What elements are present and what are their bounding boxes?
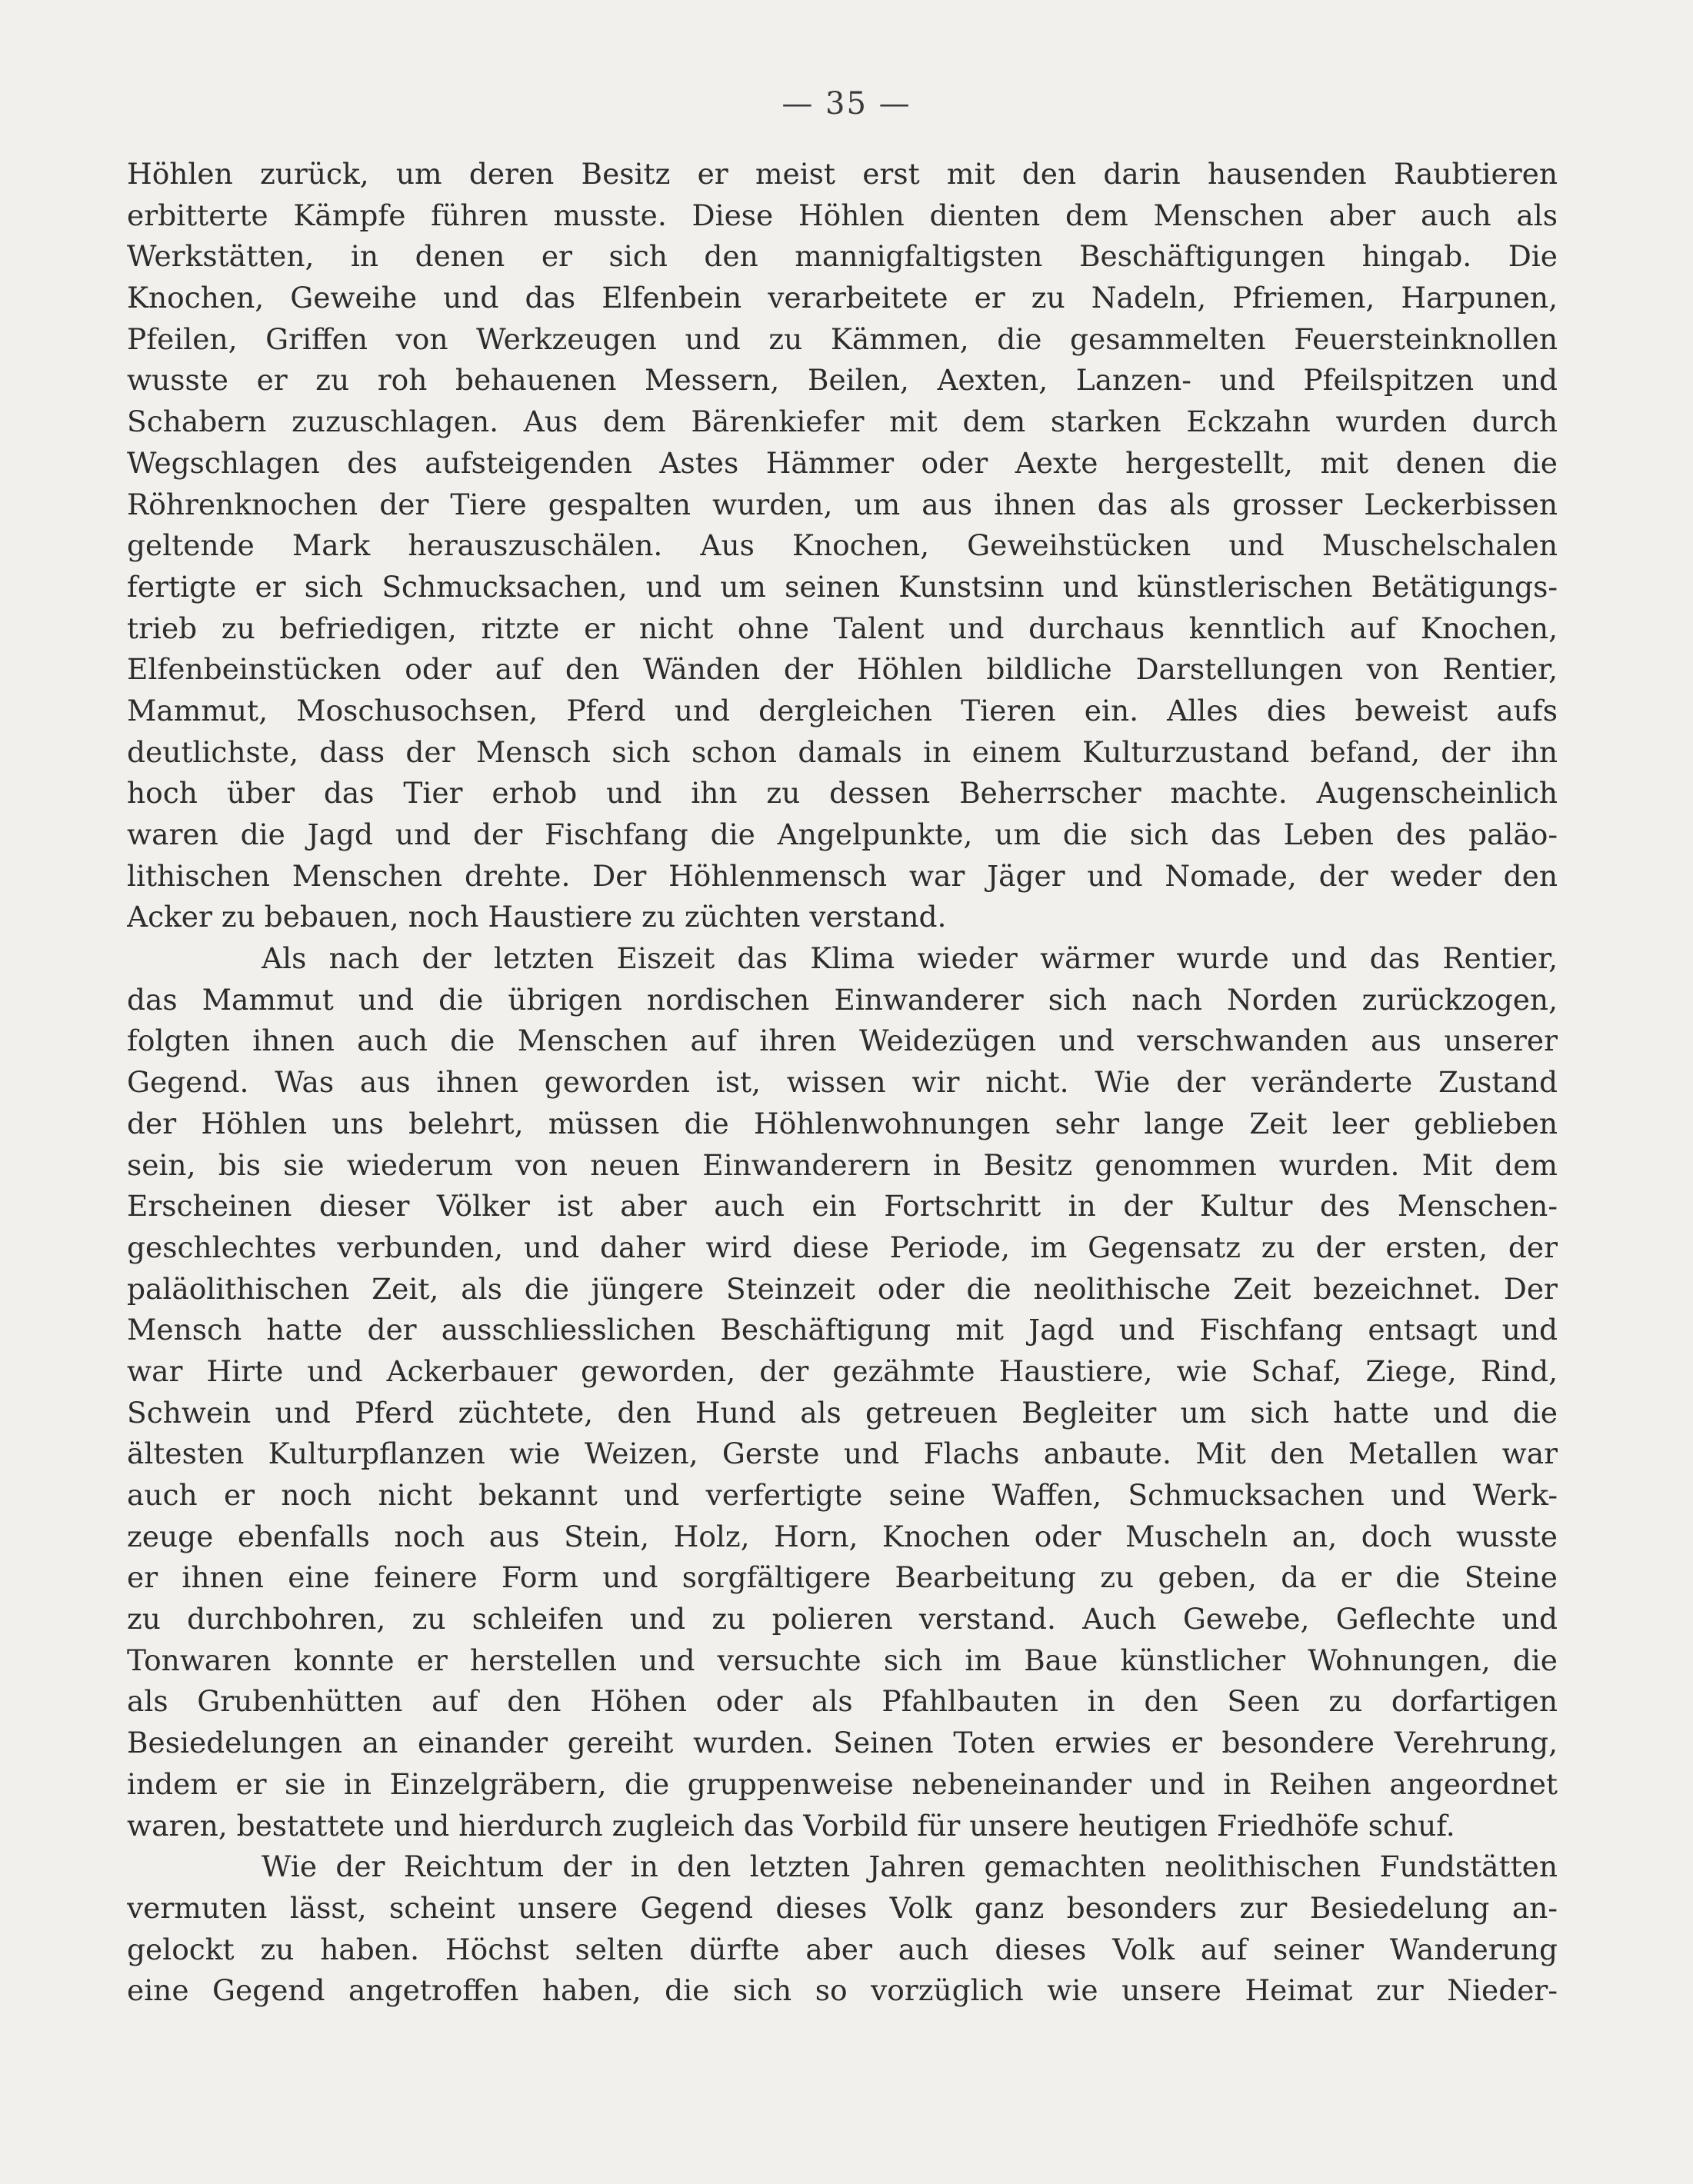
text-line: lithischen Menschen drehte. Der Höhlenmensch war Jäger und Nomade, der weder den (127, 858, 1558, 893)
text-line: Acker zu bebauen, noch Haustiere zu züchten verstand. (127, 900, 947, 934)
text-line: Als nach der letzten Eiszeit das Klima wieder wärmer wurde und das Rentier, (262, 941, 1558, 976)
text-line: waren, bestattete und hierdurch zugleich das Vorbild für unsere heutigen Friedhöfe schuf. (127, 1808, 1455, 1843)
text-line: Gegend. Was aus ihnen geworden ist, wissen wir nicht. Wie der veränderte Zustand (127, 1065, 1558, 1100)
text-line: Knochen, Geweihe und das Elfenbein verarbeitete er zu Nadeln, Pfriemen, Harpunen, (127, 281, 1558, 315)
text-line: als Grubenhütten auf den Höhen oder als Pfahlbauten in den Seen zu dorfartigen (127, 1684, 1558, 1719)
text-line: gelockt zu haben. Höchst selten dürfte aber auch dieses Volk auf seiner Wanderung (127, 1932, 1558, 1966)
text-line: deutlichste, dass der Mensch sich schon damals in einem Kulturzustand befand, der ihn (127, 734, 1558, 769)
text-line: Pfeilen, Griffen von Werkzeugen und zu Kämmen, die gesammelten Feuersteinknollen (127, 321, 1558, 356)
text-line: zu durchbohren, zu schleifen und zu polieren verstand. Auch Gewebe, Geflechte und (127, 1602, 1558, 1636)
text-line: Besiedelungen an einander gereiht wurden. Seinen Toten erwies er besondere Verehrung, (127, 1726, 1558, 1760)
text-line: auch er noch nicht bekannt und verfertigte seine Waffen, Schmucksachen und Werk- (127, 1478, 1558, 1512)
text-line: trieb zu befriedigen, ritzte er nicht ohne Talent und durchaus kenntlich auf Knochen, (127, 611, 1558, 645)
text-line: paläolithischen Zeit, als die jüngere Steinzeit oder die neolithische Zeit bezeichnet. Der (127, 1271, 1558, 1306)
text-line: Röhrenknochen der Tiere gespalten wurden, um aus ihnen das als grosser Leckerbissen (127, 487, 1558, 521)
text-line: ältesten Kulturpflanzen wie Weizen, Gerste und Flachs anbaute. Mit den Metallen war (127, 1437, 1558, 1471)
text-line: Mensch hatte der ausschliesslichen Beschäftigung mit Jagd und Fischfang entsagt und (127, 1313, 1558, 1347)
text-line: Werkstätten, in denen er sich den mannigfaltigsten Beschäftigungen hingab. Die (127, 239, 1558, 274)
body-text (127, 154, 1558, 2012)
text-line: fertigte er sich Schmucksachen, und um seinen Kunstsinn und künstlerischen Betätigungs- (127, 569, 1558, 604)
text-line: war Hirte und Ackerbauer geworden, der gezähmte Haustiere, wie Schaf, Ziege, Rind, (127, 1353, 1558, 1388)
text-line: Schabern zuzuschlagen. Aus dem Bärenkiefer mit dem starken Eckzahn wurden durch (127, 405, 1558, 439)
text-line: geltende Mark herauszuschälen. Aus Knochen, Geweihstücken und Muschelschalen (127, 528, 1558, 563)
text-line: sein, bis sie wiederum von neuen Einwanderern in Besitz genommen wurden. Mit dem (127, 1147, 1558, 1182)
text-line: Höhlen zurück, um deren Besitz er meist erst mit den darin hausenden Raubtieren (127, 157, 1558, 191)
paragraph (127, 1846, 1558, 2012)
text-line: vermuten lässt, scheint unsere Gegend dieses Volk ganz besonders zur Besiedelung an- (127, 1890, 1558, 1925)
text-line: indem er sie in Einzelgräbern, die gruppenweise nebeneinander und in Reihen angeordnet (127, 1766, 1558, 1801)
text-line: zeuge ebenfalls noch aus Stein, Holz, Horn, Knochen oder Muscheln an, doch wusste (127, 1519, 1558, 1553)
text-line: Mammut, Moschusochsen, Pferd und dergleichen Tieren ein. Alles dies beweist aufs (127, 693, 1558, 727)
text-line: Wie der Reichtum der in den letzten Jahren gemachten neolithischen Fundstätten (262, 1849, 1558, 1884)
text-line: geschlechtes verbunden, und daher wird diese Periode, im Gegensatz zu der ersten, der (127, 1230, 1558, 1264)
text-line: er ihnen eine feinere Form und sorgfältigere Bearbeitung zu geben, da er die Steine (127, 1560, 1558, 1595)
text-line: Wegschlagen des aufsteigenden Astes Hämmer oder Aexte hergestellt, mit denen die (127, 445, 1558, 480)
text-line: eine Gegend angetroffen haben, die sich so vorzüglich wie unsere Heimat zur Nieder- (127, 1973, 1558, 2008)
text-line: der Höhlen uns belehrt, müssen die Höhlenwohnungen sehr lange Zeit leer geblieben (127, 1106, 1558, 1140)
text-line: Elfenbeinstücken oder auf den Wänden der Höhlen bildliche Darstellungen von Rentier, (127, 652, 1558, 687)
text-line: erbitterte Kämpfe führen musste. Diese Höhlen dienten dem Menschen aber auch als (127, 198, 1558, 232)
paragraph (127, 154, 1558, 938)
text-line: Schwein und Pferd züchtete, den Hund als getreuen Begleiter um sich hatte und die (127, 1395, 1558, 1430)
text-line: das Mammut und die übrigen nordischen Einwanderer sich nach Norden zurückzogen, (127, 982, 1558, 1017)
text-line: Erscheinen dieser Völker ist aber auch ein Fortschritt in der Kultur des Menschen- (127, 1189, 1558, 1224)
page-number: — 35 — (782, 86, 911, 122)
text-line: wusste er zu roh behauenen Messern, Beilen, Aexten, Lanzen- und Pfeilspitzen und (127, 363, 1558, 398)
text-line: waren die Jagd und der Fischfang die Angelpunkte, um die sich das Leben des paläo- (127, 817, 1558, 851)
text-line: folgten ihnen auch die Menschen auf ihren Weidezügen und verschwanden aus unserer (127, 1024, 1558, 1058)
paragraph (127, 938, 1558, 1846)
text-line: Tonwaren konnte er herstellen und versuchte sich im Baue künstlicher Wohnungen, die (127, 1643, 1558, 1677)
text-line: hoch über das Tier erhob und ihn zu dessen Beherrscher machte. Augenscheinlich (127, 776, 1558, 811)
